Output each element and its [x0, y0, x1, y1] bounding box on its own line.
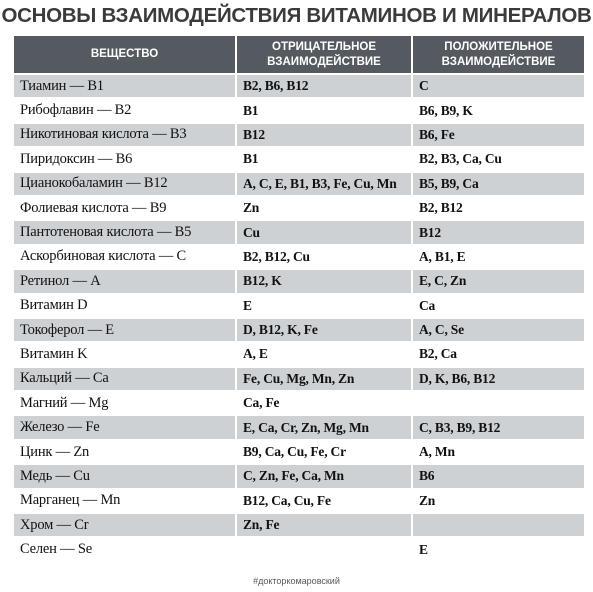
- positive-cell: D, K, B6, B12: [413, 368, 584, 390]
- negative-cell: B1: [237, 148, 411, 170]
- negative-cell: B2, B12, Cu: [237, 246, 411, 268]
- substance-cell: Цианокобаламин — B12: [14, 173, 235, 195]
- negative-cell: E: [237, 295, 411, 317]
- negative-cell: B12, Ca, Cu, Fe: [237, 490, 411, 512]
- positive-cell: A, C, Se: [413, 319, 584, 341]
- substance-cell: Кальций — Ca: [14, 368, 235, 390]
- table-row: [14, 514, 584, 536]
- substance-cell: Никотиновая кислота — B3: [14, 124, 235, 146]
- negative-cell: Fe, Cu, Mg, Mn, Zn: [237, 368, 411, 390]
- header-substance: ВЕЩЕСТВО: [14, 36, 235, 73]
- table-row: [14, 221, 584, 243]
- table-row: [14, 538, 584, 560]
- table-row: [14, 441, 584, 463]
- negative-cell: B12, K: [237, 270, 411, 292]
- positive-cell: A, Mn: [413, 441, 584, 463]
- table-row: [14, 197, 584, 219]
- table-header-row: [14, 36, 584, 73]
- substance-cell: Ретинол — A: [14, 270, 235, 292]
- table-row: [14, 392, 584, 414]
- substance-cell: Селен — Se: [14, 538, 235, 560]
- negative-cell: B2, B6, B12: [237, 75, 411, 97]
- positive-cell: B6: [413, 465, 584, 487]
- negative-cell: Zn, Fe: [237, 514, 411, 536]
- table-row: [14, 173, 584, 195]
- positive-cell: [413, 514, 584, 536]
- negative-cell: B12: [237, 124, 411, 146]
- table-row: [14, 295, 584, 317]
- negative-cell: Zn: [237, 197, 411, 219]
- positive-cell: A, B1, E: [413, 246, 584, 268]
- positive-cell: E, C, Zn: [413, 270, 584, 292]
- negative-cell: A, C, E, B1, B3, Fe, Cu, Mn: [237, 173, 411, 195]
- negative-cell: B9, Ca, Cu, Fe, Cr: [237, 441, 411, 463]
- positive-cell: [413, 392, 584, 414]
- positive-cell: C, B3, B9, B12: [413, 416, 584, 438]
- hashtag-footer: #докторкомаровский: [253, 576, 340, 586]
- substance-cell: Магний — Mg: [14, 392, 235, 414]
- positive-cell: B6, B9, K: [413, 99, 584, 121]
- page-title: ОСНОВЫ ВЗАИМОДЕЙСТВИЯ ВИТАМИНОВ И МИНЕРАЛОВ: [1, 4, 592, 27]
- table-row: [14, 465, 584, 487]
- substance-cell: Медь — Cu: [14, 465, 235, 487]
- table-row: [14, 270, 584, 292]
- header-negative: ОТРИЦАТЕЛЬНОЕ ВЗАИМОДЕЙСТВИЕ: [237, 36, 411, 73]
- substance-cell: Фолиевая кислота — B9: [14, 197, 235, 219]
- header-positive: ПОЛОЖИТЕЛЬНОЕ ВЗАИМОДЕЙСТВИЕ: [413, 36, 584, 73]
- substance-cell: Токоферол — E: [14, 319, 235, 341]
- negative-cell: [237, 538, 411, 560]
- interactions-table: [12, 34, 586, 563]
- table-row: [14, 319, 584, 341]
- substance-cell: Пантотеновая кислота — B5: [14, 221, 235, 243]
- positive-cell: B12: [413, 221, 584, 243]
- substance-cell: Цинк — Zn: [14, 441, 235, 463]
- substance-cell: Витамин D: [14, 295, 235, 317]
- substance-cell: Хром — Cr: [14, 514, 235, 536]
- negative-cell: Cu: [237, 221, 411, 243]
- table-row: [14, 99, 584, 121]
- positive-cell: E: [413, 538, 584, 560]
- table-row: [14, 343, 584, 365]
- table-row: [14, 124, 584, 146]
- table-row: [14, 416, 584, 438]
- negative-cell: B1: [237, 99, 411, 121]
- substance-cell: Железо — Fe: [14, 416, 235, 438]
- negative-cell: Ca, Fe: [237, 392, 411, 414]
- table-row: [14, 368, 584, 390]
- table-row: [14, 246, 584, 268]
- substance-cell: Пиридоксин — B6: [14, 148, 235, 170]
- positive-cell: B2, B3, Ca, Cu: [413, 148, 584, 170]
- positive-cell: B2, B12: [413, 197, 584, 219]
- positive-cell: B2, Ca: [413, 343, 584, 365]
- substance-cell: Витамин K: [14, 343, 235, 365]
- negative-cell: D, B12, K, Fe: [237, 319, 411, 341]
- positive-cell: Zn: [413, 490, 584, 512]
- positive-cell: B6, Fe: [413, 124, 584, 146]
- table-row: [14, 75, 584, 97]
- negative-cell: E, Ca, Cr, Zn, Mg, Mn: [237, 416, 411, 438]
- positive-cell: B5, B9, Ca: [413, 173, 584, 195]
- negative-cell: A, E: [237, 343, 411, 365]
- table-row: [14, 490, 584, 512]
- negative-cell: C, Zn, Fe, Ca, Mn: [237, 465, 411, 487]
- substance-cell: Рибофлавин — B2: [14, 99, 235, 121]
- substance-cell: Аскорбиновая кислота — C: [14, 246, 235, 268]
- table-row: [14, 148, 584, 170]
- substance-cell: Марганец — Mn: [14, 490, 235, 512]
- positive-cell: C: [413, 75, 584, 97]
- positive-cell: Ca: [413, 295, 584, 317]
- table-body: [14, 75, 584, 561]
- substance-cell: Тиамин — B1: [14, 75, 235, 97]
